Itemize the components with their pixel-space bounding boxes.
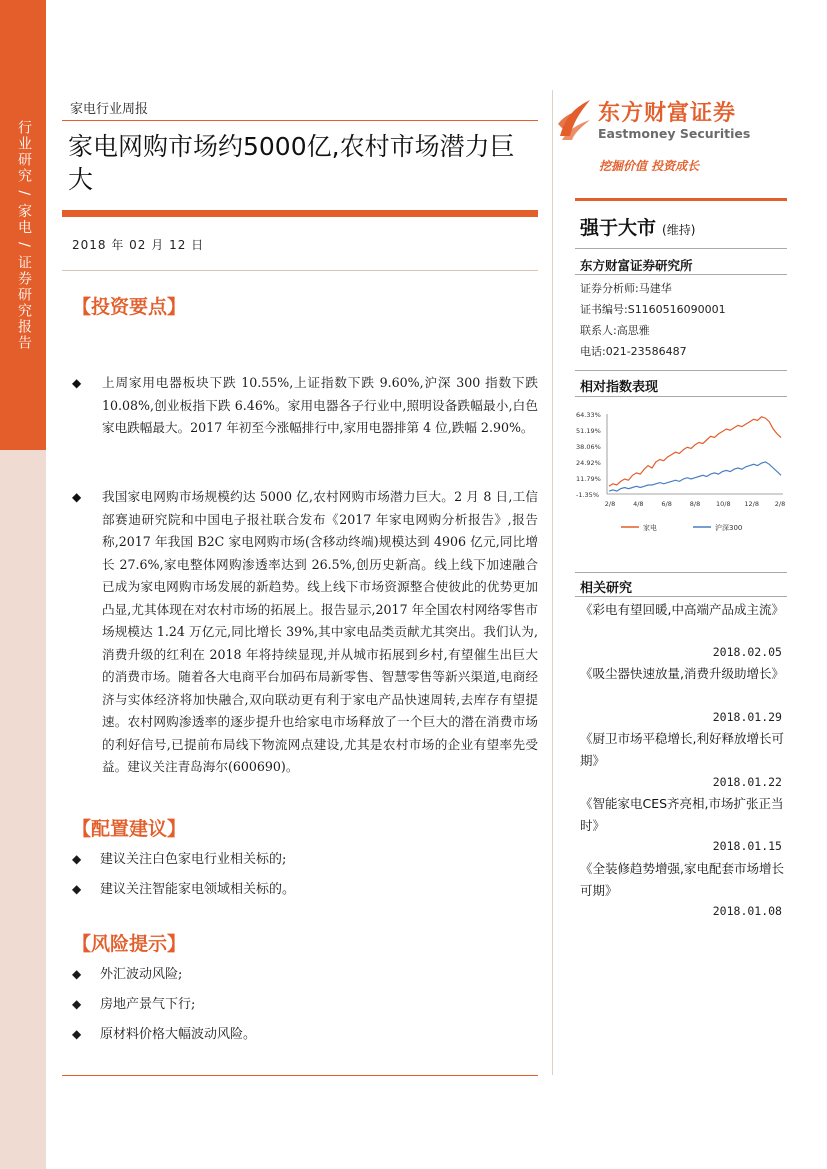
diamond-bullet-icon: ◆ bbox=[72, 852, 82, 866]
brand-logo bbox=[556, 96, 766, 148]
y-tick-label: -1.35% bbox=[576, 491, 599, 499]
y-tick-label: 24.92% bbox=[576, 459, 601, 467]
contact-phone: 电话:021-23586487 bbox=[580, 345, 687, 358]
related-report-date: 2018.01.29 bbox=[712, 710, 782, 724]
date-divider bbox=[62, 270, 538, 271]
legend-label: 家电 bbox=[643, 524, 657, 532]
diamond-bullet-icon: ◆ bbox=[72, 1027, 82, 1041]
series-line-appliance bbox=[609, 417, 781, 487]
related-report-date: 2018.02.05 bbox=[712, 645, 782, 659]
institute-divider bbox=[575, 274, 787, 275]
column-divider bbox=[552, 90, 553, 1075]
related-report-date: 2018.01.15 bbox=[712, 839, 782, 853]
rating-divider bbox=[575, 248, 787, 249]
allocation-item bbox=[72, 848, 286, 867]
y-tick-label: 64.33% bbox=[576, 411, 601, 419]
y-tick-label: 11.79% bbox=[576, 475, 601, 483]
x-tick-label: 2/8 bbox=[604, 500, 616, 508]
related-top-divider bbox=[575, 572, 787, 573]
rating-status: (维持) bbox=[662, 223, 696, 237]
diamond-bullet-icon: ◆ bbox=[72, 997, 82, 1011]
risk-item-text: 房地产景气下行; bbox=[100, 997, 196, 1012]
series-line-csi300 bbox=[609, 462, 781, 491]
bottom-rule bbox=[62, 1075, 538, 1076]
risk-item bbox=[72, 1023, 256, 1042]
sidebar-bottom-band bbox=[0, 450, 46, 1169]
x-tick-label: 6/8 bbox=[661, 500, 672, 508]
related-report-link[interactable]: 《厨卫市场平稳增长,利好释放增长可期》 bbox=[580, 731, 784, 768]
diamond-bullet-icon: ◆ bbox=[72, 490, 82, 504]
allocation-item-text: 建议关注智能家电领域相关标的。 bbox=[100, 882, 296, 897]
chart-title: 相对指数表现 bbox=[580, 380, 659, 395]
investment-point-2 bbox=[72, 486, 538, 779]
related-report-link[interactable]: 《吸尘器快速放量,消费升级助增长》 bbox=[580, 666, 784, 681]
diamond-bullet-icon: ◆ bbox=[72, 882, 82, 896]
title-accent-bar bbox=[62, 210, 538, 217]
brand-name-en: Eastmoney Securities bbox=[598, 126, 751, 141]
sidebar-label: 行业研究 / 家电 / 证券研究报告 bbox=[16, 120, 32, 352]
related-report-date: 2018.01.22 bbox=[712, 775, 782, 789]
page-title: 家电网购市场约5000亿,农村市场潜力巨大 bbox=[68, 132, 515, 194]
report-category: 家电行业周报 bbox=[70, 102, 149, 117]
investment-point-1 bbox=[72, 372, 538, 440]
x-tick-label: 12/8 bbox=[744, 500, 759, 508]
related-title-divider bbox=[575, 596, 787, 597]
certificate-number: 证书编号:S1160516090001 bbox=[580, 303, 726, 316]
chart-title-divider bbox=[575, 396, 787, 397]
related-research-title: 相关研究 bbox=[580, 581, 633, 596]
diamond-bullet-icon: ◆ bbox=[72, 967, 82, 981]
related-report-link[interactable]: 《智能家电CES齐亮相,市场扩张正当时》 bbox=[580, 796, 784, 833]
brand-slogan: 挖掘价值 投资成长 bbox=[599, 159, 700, 173]
y-tick-label: 51.19% bbox=[576, 427, 601, 435]
related-report-link[interactable]: 《全装修趋势增强,家电配套市场增长可期》 bbox=[580, 861, 784, 898]
brand-name-cn: 东方财富证券 bbox=[598, 101, 737, 126]
analyst-name: 证券分析师:马建华 bbox=[580, 282, 672, 295]
contact-person: 联系人:高思雅 bbox=[580, 324, 650, 337]
right-header-rule bbox=[575, 198, 787, 201]
x-tick-label: 2/8 bbox=[774, 500, 786, 508]
investment-point-text: 我国家电网购市场规模约达 5000 亿,农村网购市场潜力巨大。2 月 8 日,工信部赛迪研究院和中国电子报社联合发布《2017 年家电网购分析报告》,报告称,2017 年我国 B2C 家电网购市场(含移动终端)规模达到 4906 亿元,同比增长 27.6%,家电整体网购渗透率达到 26.5%,创历史新高。线上线下加速融合已成为家电网购市场发展的新趋势。线上线下市场资源整合使彼此的优势更加凸显,尤其体现在对农村市场的拓展上。报告显示,2017 年全国农村网络零售市场规模达 1.24 万亿元,同比增长 39%,其中家电品类贡献尤其突出。我们认为,消费升级的红利在 2018 年将持续显现,并从城市拓展到乡村,有望催生出巨大的消费市场。随着各大电商平台加码布局新零售、智慧零售等新兴渠道,电商经济与实体经济将加快融合,双向联动更有利于家电产品快速周转,去库存有望提速。农村网购渗透率的逐步提升也给家电市场释放了一个巨大的潜在消费市场的利好信号,已提前布局线下物流网点建设,尤其是农村市场的企业有望率先受益。建议关注青岛海尔(600690)。 bbox=[102, 489, 538, 774]
sidebar bbox=[0, 0, 46, 1169]
header-divider bbox=[62, 120, 538, 121]
allocation-section-title: 【配置建议】 bbox=[72, 818, 187, 840]
rating bbox=[580, 213, 695, 240]
related-report-link[interactable]: 《彩电有望回暖,中高端产品成主流》 bbox=[580, 602, 784, 617]
allocation-item-text: 建议关注白色家电行业相关标的; bbox=[100, 852, 287, 867]
risk-item bbox=[72, 963, 182, 982]
x-tick-label: 10/8 bbox=[716, 500, 731, 508]
related-report-date: 2018.01.08 bbox=[712, 904, 782, 918]
x-tick-label: 4/8 bbox=[633, 500, 644, 508]
x-tick-label: 8/8 bbox=[689, 500, 701, 508]
allocation-item bbox=[72, 878, 295, 897]
institute-name: 东方财富证券研究所 bbox=[580, 258, 693, 273]
legend-label: 沪深300 bbox=[715, 524, 743, 532]
investment-section-title: 【投资要点】 bbox=[72, 296, 187, 318]
y-tick-label: 38.06% bbox=[576, 443, 601, 451]
risk-item-text: 外汇波动风险; bbox=[100, 967, 183, 982]
investment-point-text: 上周家用电器板块下跌 10.55%,上证指数下跌 9.60%,沪深 300 指数下跌 10.08%,创业板指下跌 6.46%。家用电器各子行业中,照明设备跌幅最小,白色家电跌幅最大。2017 年初至今涨幅排行中,家用电器排第 4 位,跌幅 2.90%。 bbox=[102, 375, 538, 435]
chart-top-divider bbox=[575, 370, 787, 371]
risk-item-text: 原材料价格大幅波动风险。 bbox=[100, 1027, 257, 1042]
relative-index-chart bbox=[573, 404, 789, 542]
logo-mark-icon bbox=[556, 96, 592, 142]
diamond-bullet-icon: ◆ bbox=[72, 376, 82, 390]
risk-section-title: 【风险提示】 bbox=[72, 933, 187, 955]
risk-item bbox=[72, 993, 195, 1012]
rating-label: 强于大市 bbox=[580, 217, 657, 239]
report-date: 2018 年 02 月 12 日 bbox=[72, 238, 205, 252]
